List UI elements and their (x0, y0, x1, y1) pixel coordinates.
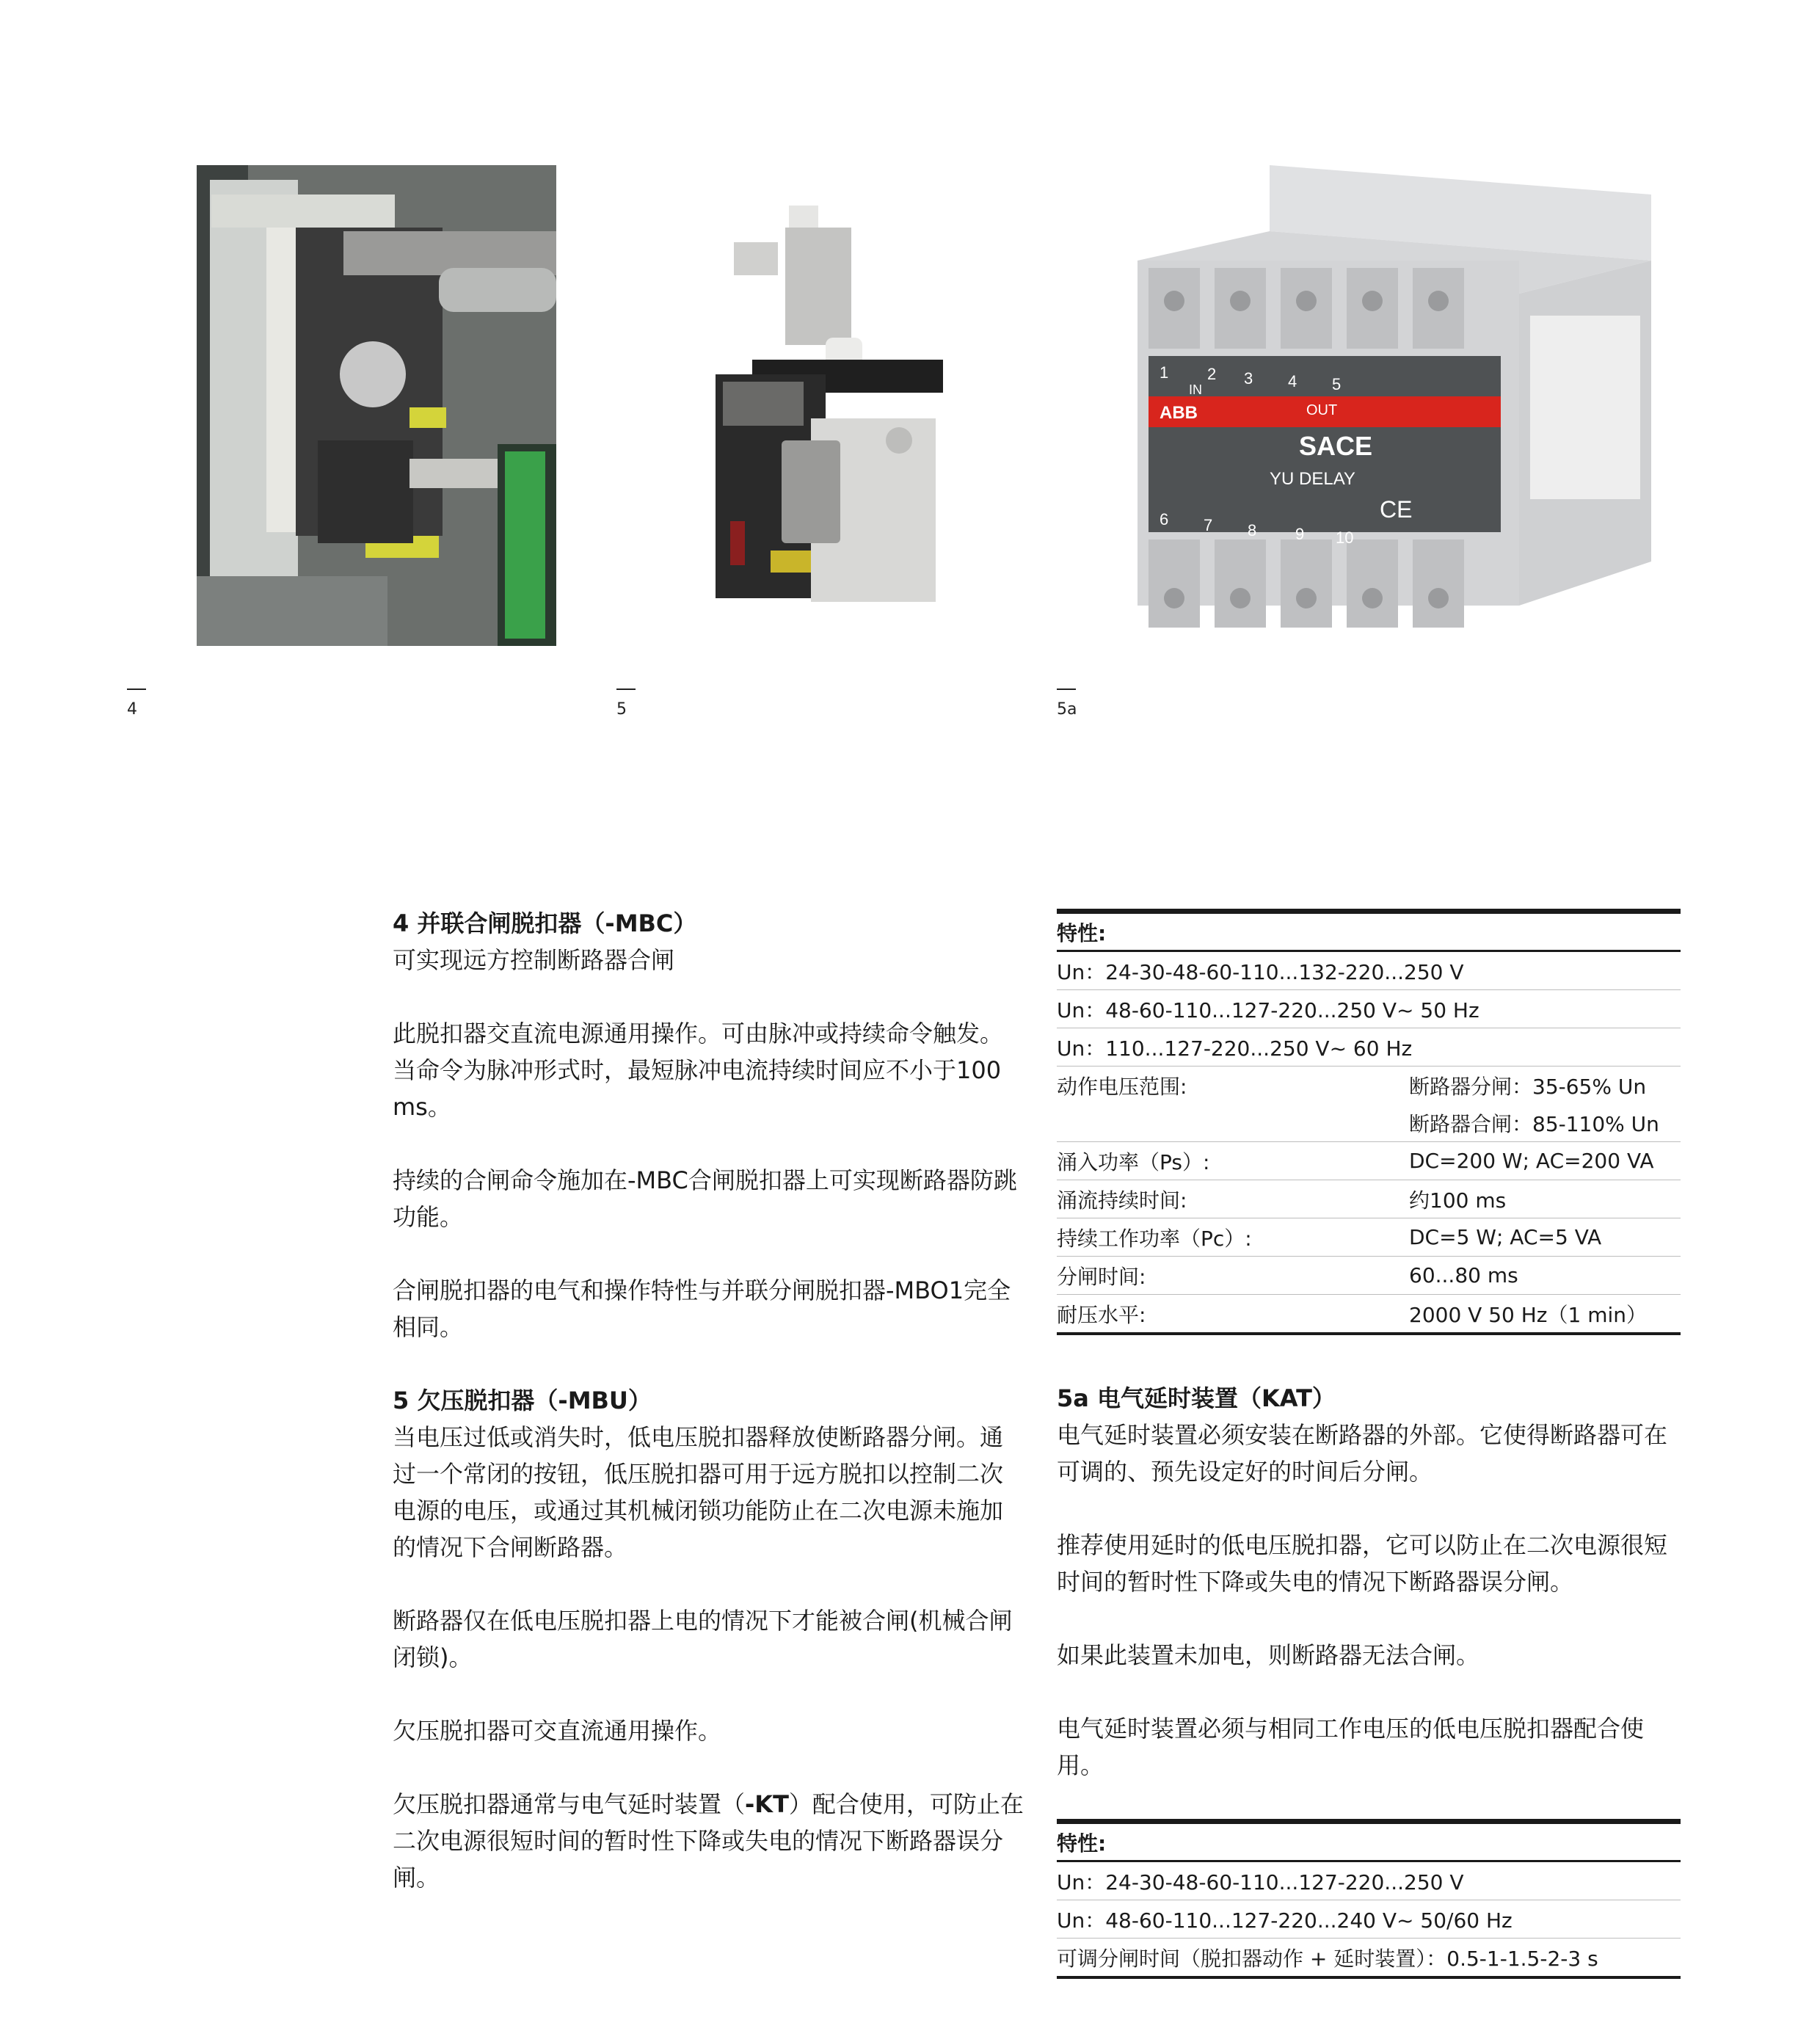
table-row (1057, 951, 1681, 990)
table-cell: Un：48-60-110...127-220...250 V~ 50 Hz (1057, 990, 1681, 1028)
table-cell: 2000 V 50 Hz（1 min） (1409, 1295, 1681, 1334)
figure-5-illustration (701, 198, 965, 617)
terminal-4-label: 4 (1288, 372, 1297, 390)
terminal-7-label: 7 (1204, 516, 1213, 534)
caption-dash (1057, 688, 1076, 690)
spec-table-kat (1057, 1819, 1681, 1979)
right-column (1057, 1380, 1688, 1820)
table-cell: 动作电压范围: (1057, 1074, 1187, 1099)
caption-label: 5 (616, 700, 627, 719)
figure-5a-photo (1123, 150, 1666, 664)
terminal-9-label: 9 (1295, 525, 1305, 543)
table-cell: 涌流持续时间: (1057, 1180, 1409, 1218)
table-row (1057, 1104, 1681, 1142)
section-4-title: 4 并联合闸脱扣器（-MBC） (393, 909, 697, 937)
figure-4-illustration (197, 165, 556, 646)
figure-4-photo (197, 165, 556, 646)
table-cell: 断路器分闸：35-65% Un (1409, 1074, 1647, 1099)
section-5a-title: 5a 电气延时装置（KAT） (1057, 1384, 1336, 1412)
table-cell: Un：24-30-48-60-110...132-220...250 V (1057, 951, 1681, 990)
table-row (1057, 990, 1681, 1028)
table-header-row (1057, 1822, 1681, 1861)
figure-5-photo (701, 198, 965, 617)
spec-table-mbc (1057, 909, 1681, 1335)
section-4-paragraph: 持续的合闸命令施加在-MBC合闸脱扣器上可实现断路器防跳功能。 (393, 1166, 1017, 1231)
table-cell: Un：48-60-110...127-220...240 V~ 50/60 Hz (1057, 1900, 1681, 1939)
table-row (1057, 1861, 1681, 1900)
table-cell: 可调分闸时间（脱扣器动作 + 延时装置）：0.5-1-1.5-2-3 s (1057, 1939, 1681, 1978)
caption-label: 4 (127, 700, 137, 719)
figure-5a-illustration (1123, 150, 1666, 664)
table-cell: DC=5 W; AC=5 VA (1409, 1218, 1681, 1257)
caption-dash (616, 688, 636, 690)
table-cell: 涌入功率（Ps）: (1057, 1142, 1409, 1180)
figure-4-caption (127, 688, 146, 719)
table-row (1057, 1900, 1681, 1939)
terminal-10-label: 10 (1336, 528, 1354, 547)
terminal-2-label: 2 (1207, 365, 1217, 383)
text-span: 欠压脱扣器通常与电气延时装置（ (393, 1790, 746, 1818)
section-4-lead: 可实现远方控制断路器合闸 (393, 946, 675, 974)
model-label: YU DELAY (1270, 469, 1355, 489)
table-cell: 分闸时间: (1057, 1257, 1409, 1295)
section-4-paragraph: 合闸脱扣器的电气和操作特性与并联分闸脱扣器-MBO1完全相同。 (393, 1276, 1011, 1341)
section-5a-paragraph: 推荐使用延时的低电压脱扣器，它可以防止在二次电源很短时间的暂时性下降或失电的情况下断路器误分闸。 (1057, 1531, 1668, 1596)
table-cell: 持续工作功率（Pc）: (1057, 1218, 1409, 1257)
kt-code: -KT (745, 1790, 789, 1818)
left-column (393, 905, 1024, 1933)
section-5-title: 5 欠压脱扣器（-MBU） (393, 1387, 652, 1414)
sace-label: SACE (1299, 431, 1373, 461)
terminal-5-label: 5 (1332, 375, 1342, 393)
terminal-6-label: 6 (1160, 510, 1169, 528)
in-label: IN (1189, 382, 1202, 397)
terminal-3-label: 3 (1244, 369, 1253, 388)
table-row (1057, 1218, 1681, 1257)
section-5a-paragraph: 如果此装置未加电，则断路器无法合闸。 (1057, 1641, 1480, 1669)
terminal-8-label: 8 (1248, 521, 1257, 539)
table-row (1057, 1028, 1681, 1067)
table-cell (1057, 1104, 1409, 1142)
table-cell: 断路器合闸：85-110% Un (1409, 1104, 1681, 1142)
table-row (1057, 1180, 1681, 1218)
section-5a-paragraph: 电气延时装置必须安装在断路器的外部。它使得断路器可在可调的、预先设定好的时间后分闸。 (1057, 1421, 1668, 1486)
table-row (1057, 1142, 1681, 1180)
table-header: 特性: (1057, 1822, 1681, 1861)
terminal-1-label: 1 (1160, 363, 1169, 382)
table-header-row (1057, 912, 1681, 951)
table-row (1057, 1939, 1681, 1978)
table-cell: Un：24-30-48-60-110...127-220...250 V (1057, 1861, 1681, 1900)
figure-5a-caption (1057, 688, 1077, 719)
out-label: OUT (1306, 402, 1338, 418)
table-header: 特性: (1057, 912, 1681, 951)
table-cell: DC=200 W; AC=200 VA (1409, 1142, 1681, 1180)
ce-mark: CE (1380, 496, 1413, 523)
caption-label: 5a (1057, 700, 1077, 719)
table-row (1057, 1295, 1681, 1334)
section-5-paragraph: 当电压过低或消失时，低电压脱扣器释放使断路器分闸。通过一个常闭的按钮，低压脱扣器可用于远方脱扣以控制二次电源的电压，或通过其机械闭锁功能防止在二次电源未施加的情况下合闸断路器。 (393, 1423, 1004, 1561)
table-cell: 约100 ms (1409, 1180, 1681, 1218)
section-4-paragraph: 此脱扣器交直流电源通用操作。可由脉冲或持续命令触发。当命令为脉冲形式时，最短脉冲电流持续时间应不小于100 ms。 (393, 1020, 1004, 1121)
caption-dash (127, 688, 146, 690)
text-span: ）配合使用，可防止在二次电源很短时间的暂时性下降或失电的情况下断路器误分闸。 (393, 1790, 1024, 1892)
section-5-paragraph: 欠压脱扣器可交直流通用操作。 (393, 1717, 722, 1745)
table-row (1057, 1257, 1681, 1295)
table-row (1057, 1067, 1681, 1105)
table-cell: 60...80 ms (1409, 1257, 1681, 1295)
section-5a-paragraph: 电气延时装置必须与相同工作电压的低电压脱扣器配合使用。 (1057, 1715, 1645, 1779)
table-cell: 耐压水平: (1057, 1295, 1409, 1334)
abb-logo-text: ABB (1160, 403, 1198, 423)
section-5-paragraph-kt (393, 1786, 1024, 1896)
table-cell: Un：110...127-220...250 V~ 60 Hz (1057, 1028, 1681, 1067)
figure-5-caption (616, 688, 636, 719)
section-5-paragraph: 断路器仅在低电压脱扣器上电的情况下才能被合闸(机械合闸闭锁)。 (393, 1607, 1013, 1671)
